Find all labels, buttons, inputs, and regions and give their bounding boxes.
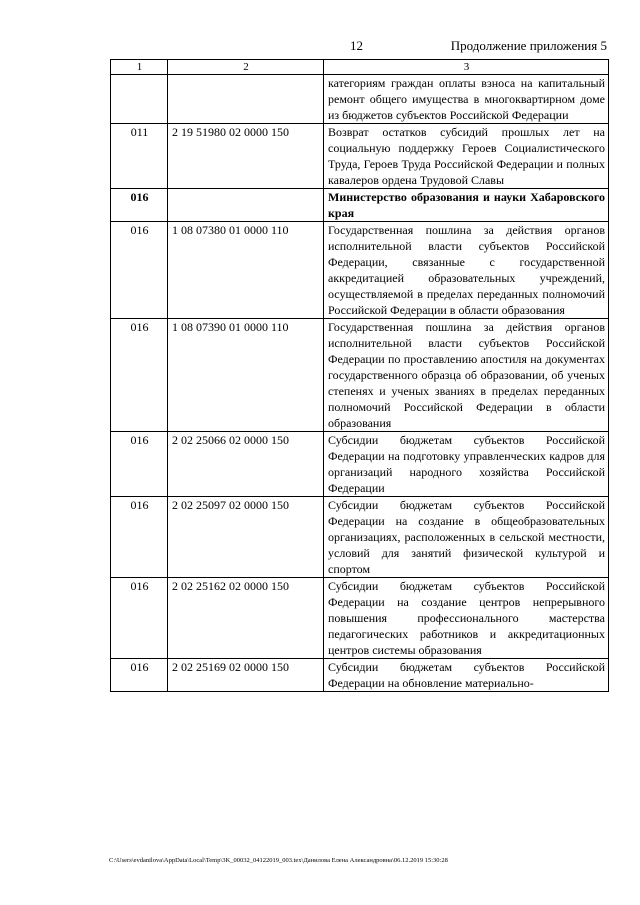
- budget-code-cell: 2 02 25097 02 0000 150: [168, 497, 324, 578]
- description-cell: категориям граждан оплаты взноса на капитальный ремонт общего имущества в многоквартирном доме из бюджетов субъектов Российской Федерации: [324, 75, 609, 124]
- description-cell: Субсидии бюджетам субъектов Российской Федерации на обновление материально-: [324, 659, 609, 692]
- admin-code-cell: 016: [111, 189, 168, 222]
- budget-code-cell: 1 08 07380 01 0000 110: [168, 222, 324, 319]
- table-row: [111, 75, 609, 124]
- admin-code-cell: 016: [111, 578, 168, 659]
- budget-code-cell: 2 02 25169 02 0000 150: [168, 659, 324, 692]
- budget-code-cell: 1 08 07390 01 0000 110: [168, 319, 324, 432]
- table-row: [111, 222, 609, 319]
- admin-code-cell: 016: [111, 432, 168, 497]
- description-cell: Субсидии бюджетам субъектов Российской Федерации на создание центров непрерывного повышения профессионального мастерства педагогических работников и аккредитационных центров системы образования: [324, 578, 609, 659]
- column-number-3: 3: [324, 60, 609, 75]
- revenue-codes-table: [110, 59, 609, 692]
- description-cell: Субсидии бюджетам субъектов Российской Федерации на подготовку управленческих кадров для организаций народного хозяйства Российской Федерации: [324, 432, 609, 497]
- column-number-2: 2: [168, 60, 324, 75]
- table-row: [111, 319, 609, 432]
- admin-code-cell: [111, 75, 168, 124]
- budget-code-cell: 2 02 25162 02 0000 150: [168, 578, 324, 659]
- admin-code-cell: 011: [111, 124, 168, 189]
- description-cell: Государственная пошлина за действия органов исполнительной власти субъектов Российской Федерации по проставлению апостиля на документах государственного образца об образовании, об ученых степенях и ученых званиях в пределах переданных полномочий Российской Федерации в области образования: [324, 319, 609, 432]
- table-row: [111, 432, 609, 497]
- admin-code-cell: 016: [111, 659, 168, 692]
- admin-code-cell: 016: [111, 222, 168, 319]
- ministry-heading-row: [111, 189, 609, 222]
- admin-code-cell: 016: [111, 497, 168, 578]
- admin-code-cell: 016: [111, 319, 168, 432]
- table-row: [111, 124, 609, 189]
- footer-file-path: C:\Users\evdanilova\AppData\Local\Temp\3K_00032_04122019_003.tex\Данилова Елена Александровна\06.12.2019 15:30:28: [109, 857, 448, 864]
- table-row: [111, 659, 609, 692]
- description-cell: Возврат остатков субсидий прошлых лет на социальную поддержку Героев Социалистического Труда, Героев Труда Российской Федерации и полных кавалеров ордена Трудовой Славы: [324, 124, 609, 189]
- ministry-name-cell: Министерство образования и науки Хабаровского края: [324, 189, 609, 222]
- budget-code-cell: 2 02 25066 02 0000 150: [168, 432, 324, 497]
- budget-code-cell: [168, 75, 324, 124]
- table-row: [111, 497, 609, 578]
- column-number-row: [111, 60, 609, 75]
- description-cell: Субсидии бюджетам субъектов Российской Федерации на создание в общеобразовательных организациях, расположенных в сельской местности, условий для занятий физической культурой и спортом: [324, 497, 609, 578]
- budget-code-cell: 2 19 51980 02 0000 150: [168, 124, 324, 189]
- column-number-1: 1: [111, 60, 168, 75]
- continuation-note: Продолжение приложения 5: [450, 38, 607, 53]
- page-number: 12: [350, 38, 363, 53]
- description-cell: Государственная пошлина за действия органов исполнительной власти субъектов Российской Федерации, связанные с государственной аккредитацией образовательных учреждений, осуществляемой в пределах переданных полномочий Российской Федерации в области образования: [324, 222, 609, 319]
- budget-code-cell: [168, 189, 324, 222]
- table-row: [111, 578, 609, 659]
